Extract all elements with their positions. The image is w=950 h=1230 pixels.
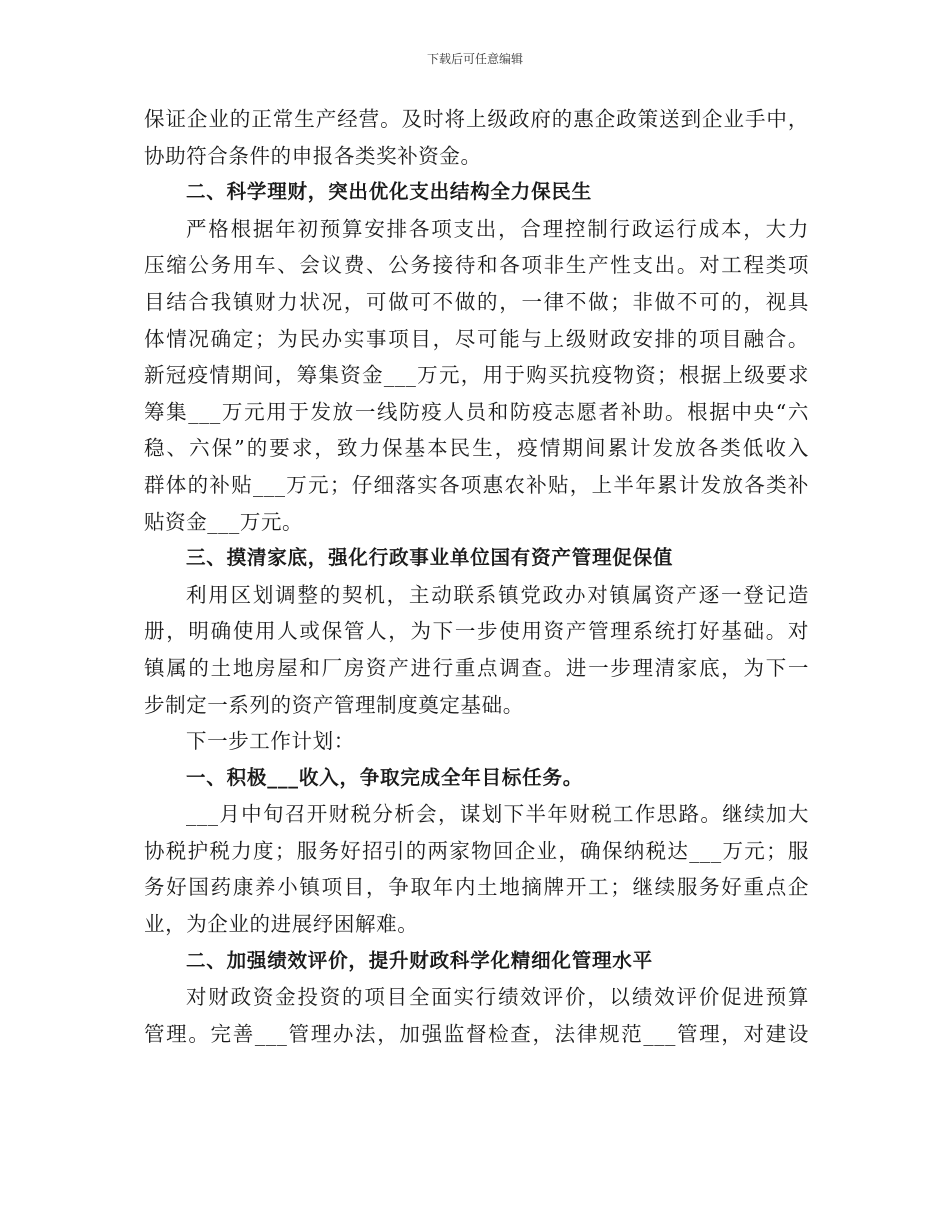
- document-body: [144, 101, 809, 1052]
- paragraph: [144, 979, 809, 1052]
- text-line: 一、积极___收入，争取完成全年目标任务。: [186, 765, 584, 789]
- paragraph: [144, 577, 809, 723]
- paragraph: [144, 211, 809, 540]
- text-line: 二、加强绩效评价，提升财政科学化精细化管理水平: [186, 948, 653, 972]
- text-line: 筹集___万元用于发放一线防疫人员和防疫志愿者补助。根据中央“六: [144, 399, 809, 424]
- text-line: 协助符合条件的申报各类奖补资金。: [144, 143, 482, 168]
- page-header: 下载后可任意编辑: [426, 52, 523, 66]
- section-heading: [144, 943, 809, 980]
- text-line: 严格根据年初预算安排各项支出，合理控制行政运行成本，大力: [186, 216, 809, 241]
- text-line: 二、科学理财，突出优化支出结构全力保民生: [186, 180, 593, 204]
- text-line: 步制定一系列的资产管理制度奠定基础。: [144, 692, 524, 717]
- text-line: 利用区划调整的契机，主动联系镇党政办对镇属资产逐一登记造: [186, 582, 809, 607]
- text-line: 群体的补贴___万元；仔细落实各项惠农补贴，上半年累计发放各类补: [144, 472, 809, 497]
- text-line: ___月中旬召开财税分析会，谋划下半年财税工作思路。继续加大: [186, 802, 809, 827]
- text-line: 体情况确定；为民办实事项目，尽可能与上级财政安排的项目融合。: [144, 326, 809, 351]
- text-line: 镇属的土地房屋和厂房资产进行重点调查。进一步理清家底，为下一: [144, 655, 809, 680]
- text-line: 目结合我镇财力状况，可做可不做的，一律不做；非做不可的，视具: [144, 289, 809, 314]
- text-line: 对财政资金投资的项目全面实行绩效评价，以绩效评价促进预算: [186, 985, 809, 1010]
- text-line: 管理。完善___管理办法，加强监督检查，法律规范___管理，对建设: [144, 1021, 809, 1046]
- paragraph: [144, 723, 809, 760]
- paragraph: [144, 796, 809, 942]
- paragraph: [144, 101, 809, 174]
- text-line: 三、摸清家底，强化行政事业单位国有资产管理促保值: [186, 546, 674, 570]
- text-line: 贴资金___万元。: [144, 509, 304, 534]
- section-heading: [144, 174, 809, 211]
- text-line: 保证企业的正常生产经营。及时将上级政府的惠企政策送到企业手中，: [144, 107, 809, 131]
- text-line: 协税护税力度；服务好招引的两家物回企业，确保纳税达___万元；服: [144, 838, 809, 863]
- text-line: 压缩公务用车、会议费、公务接待和各项非生产性支出。对工程类项: [144, 253, 809, 278]
- section-heading: [144, 540, 809, 577]
- text-line: 新冠疫情期间，筹集资金___万元，用于购买抗疫物资；根据上级要求: [144, 363, 809, 388]
- text-line: 务好国药康养小镇项目，争取年内土地摘牌开工；继续服务好重点企: [144, 875, 809, 900]
- text-line: 册，明确使用人或保管人，为下一步使用资产管理系统打好基础。对: [144, 619, 809, 644]
- section-heading: [144, 760, 809, 797]
- text-line: 业，为企业的进展纾困解难。: [144, 912, 419, 937]
- text-line: 稳、六保”的要求，致力保基本民生，疫情期间累计发放各类低收入: [144, 436, 809, 461]
- text-line: 下一步工作计划：: [186, 729, 355, 754]
